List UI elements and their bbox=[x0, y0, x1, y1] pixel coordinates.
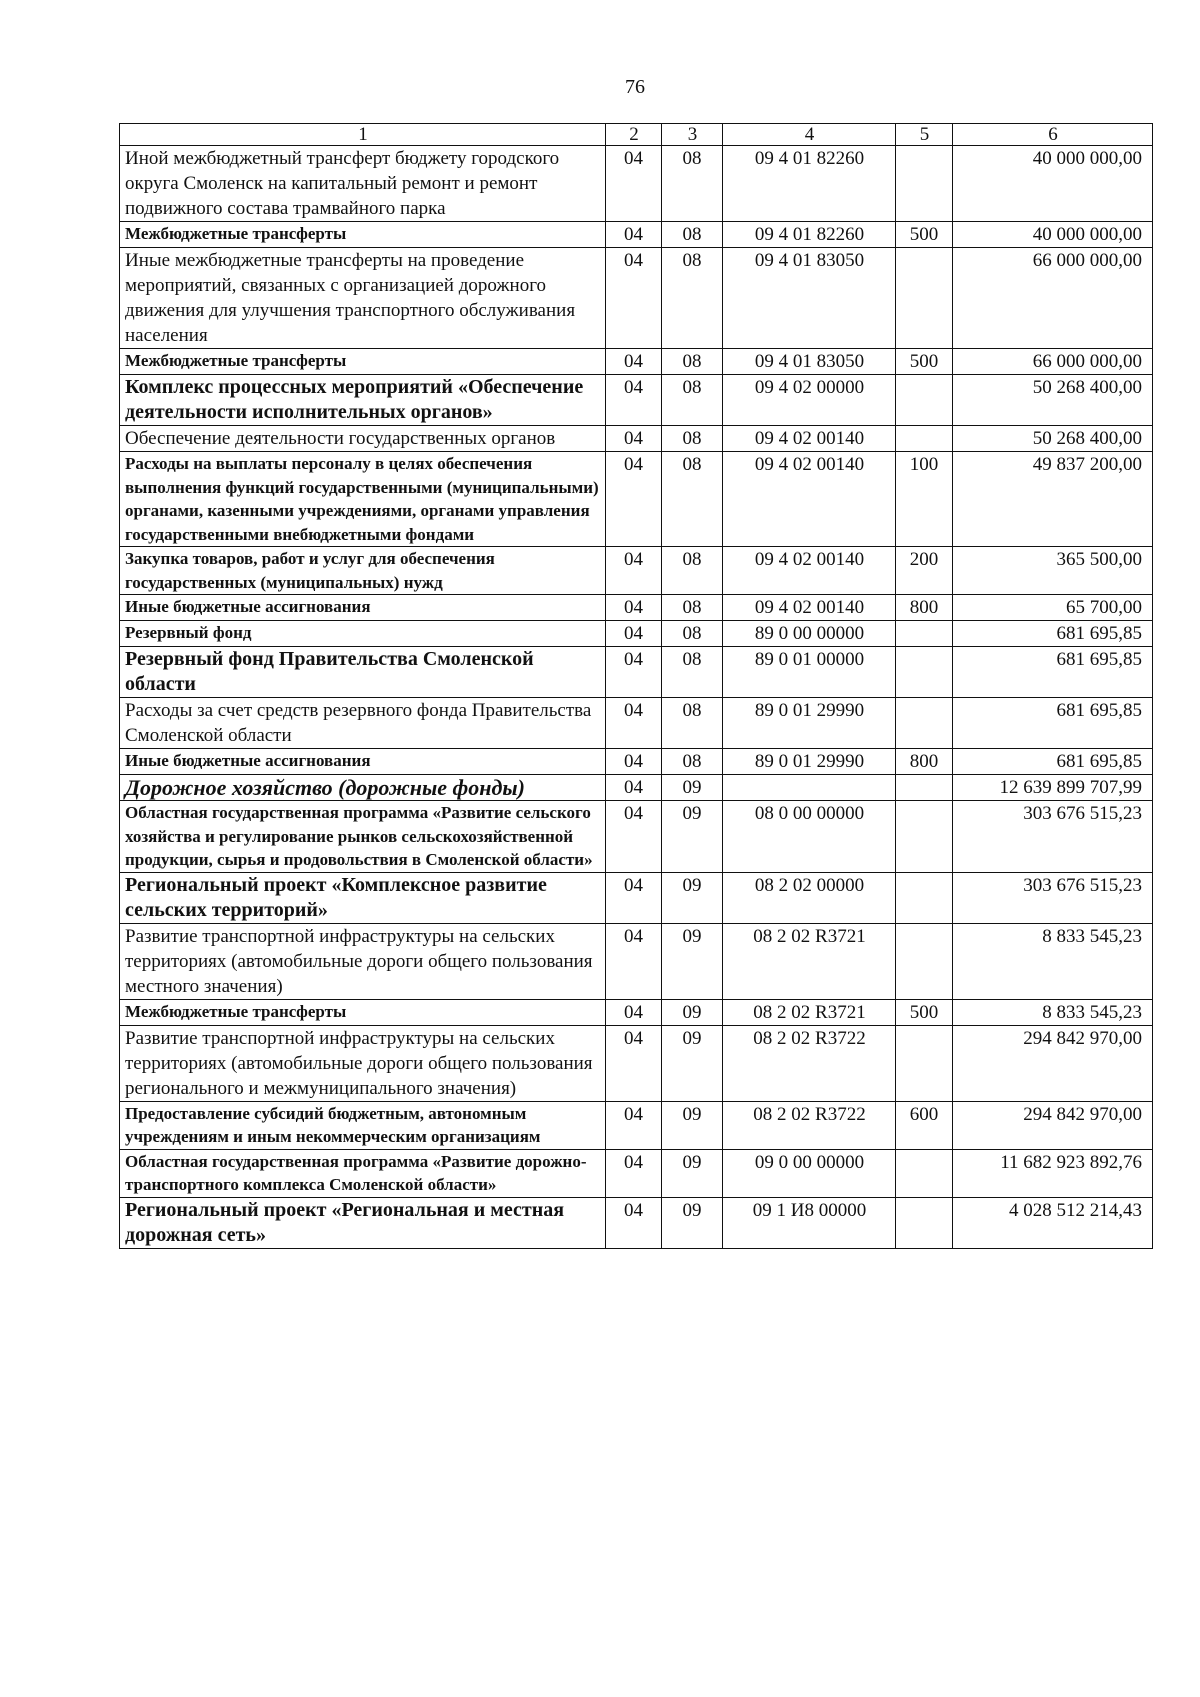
subsection-cell: 09 bbox=[662, 999, 723, 1025]
column-header-1: 1 bbox=[120, 124, 606, 146]
amount-cell: 294 842 970,00 bbox=[953, 1101, 1153, 1149]
section-cell: 04 bbox=[606, 1149, 662, 1197]
amount-cell: 66 000 000,00 bbox=[953, 349, 1153, 375]
target-article-cell: 09 0 00 00000 bbox=[723, 1149, 896, 1197]
expense-type-cell: 500 bbox=[896, 349, 953, 375]
section-cell: 04 bbox=[606, 146, 662, 222]
subsection-cell: 09 bbox=[662, 923, 723, 999]
column-header-2: 2 bbox=[606, 124, 662, 146]
table-row bbox=[120, 1101, 1153, 1149]
amount-cell: 40 000 000,00 bbox=[953, 222, 1153, 248]
target-article-cell: 09 4 02 00140 bbox=[723, 452, 896, 547]
subsection-cell: 08 bbox=[662, 222, 723, 248]
amount-cell: 303 676 515,23 bbox=[953, 872, 1153, 923]
row-name-cell: Областная государственная программа «Развитие сельского хозяйства и регулирование рынков сельскохозяйственной продукции, сырья и продовольствия в Смоленской области» bbox=[120, 801, 606, 873]
target-article-cell: 89 0 01 29990 bbox=[723, 698, 896, 749]
target-article-cell: 09 4 01 83050 bbox=[723, 349, 896, 375]
target-article-cell: 89 0 01 00000 bbox=[723, 647, 896, 698]
target-article-cell: 09 1 И8 00000 bbox=[723, 1197, 896, 1248]
target-article-cell: 09 4 01 83050 bbox=[723, 248, 896, 349]
target-article-cell bbox=[723, 775, 896, 801]
section-cell: 04 bbox=[606, 872, 662, 923]
row-name-cell: Дорожное хозяйство (дорожные фонды) bbox=[120, 775, 606, 801]
row-name-cell: Межбюджетные трансферты bbox=[120, 999, 606, 1025]
table-row bbox=[120, 146, 1153, 222]
amount-cell: 8 833 545,23 bbox=[953, 999, 1153, 1025]
table-row bbox=[120, 775, 1153, 801]
expense-type-cell bbox=[896, 1149, 953, 1197]
row-name-cell: Иные бюджетные ассигнования bbox=[120, 749, 606, 775]
section-cell: 04 bbox=[606, 923, 662, 999]
section-cell: 04 bbox=[606, 647, 662, 698]
subsection-cell: 08 bbox=[662, 749, 723, 775]
table-row bbox=[120, 749, 1153, 775]
row-name-cell: Межбюджетные трансферты bbox=[120, 349, 606, 375]
row-name-cell: Региональный проект «Региональная и местная дорожная сеть» bbox=[120, 1197, 606, 1248]
section-cell: 04 bbox=[606, 452, 662, 547]
expense-type-cell bbox=[896, 426, 953, 452]
subsection-cell: 08 bbox=[662, 621, 723, 647]
expense-type-cell: 500 bbox=[896, 222, 953, 248]
expense-type-cell bbox=[896, 872, 953, 923]
subsection-cell: 08 bbox=[662, 146, 723, 222]
expense-type-cell bbox=[896, 1025, 953, 1101]
table-row bbox=[120, 595, 1153, 621]
expense-type-cell bbox=[896, 775, 953, 801]
amount-cell: 49 837 200,00 bbox=[953, 452, 1153, 547]
table-row bbox=[120, 1197, 1153, 1248]
expense-type-cell bbox=[896, 621, 953, 647]
target-article-cell: 08 2 02 R3722 bbox=[723, 1101, 896, 1149]
column-header-6: 6 bbox=[953, 124, 1153, 146]
table-row bbox=[120, 547, 1153, 595]
table-row bbox=[120, 248, 1153, 349]
target-article-cell: 89 0 01 29990 bbox=[723, 749, 896, 775]
expense-type-cell: 100 bbox=[896, 452, 953, 547]
subsection-cell: 09 bbox=[662, 1197, 723, 1248]
section-cell: 04 bbox=[606, 698, 662, 749]
row-name-cell: Закупка товаров, работ и услуг для обеспечения государственных (муниципальных) нужд bbox=[120, 547, 606, 595]
table-row bbox=[120, 426, 1153, 452]
table-row bbox=[120, 452, 1153, 547]
amount-cell: 681 695,85 bbox=[953, 749, 1153, 775]
subsection-cell: 08 bbox=[662, 248, 723, 349]
expense-type-cell: 800 bbox=[896, 749, 953, 775]
section-cell: 04 bbox=[606, 222, 662, 248]
section-cell: 04 bbox=[606, 621, 662, 647]
section-cell: 04 bbox=[606, 1101, 662, 1149]
expense-type-cell: 800 bbox=[896, 595, 953, 621]
section-cell: 04 bbox=[606, 595, 662, 621]
table-row bbox=[120, 698, 1153, 749]
subsection-cell: 09 bbox=[662, 1101, 723, 1149]
subsection-cell: 08 bbox=[662, 547, 723, 595]
expense-type-cell bbox=[896, 647, 953, 698]
column-header-3: 3 bbox=[662, 124, 723, 146]
row-name-cell: Развитие транспортной инфраструктуры на сельских территориях (автомобильные дороги общего пользования регионального и межмуниципального значения) bbox=[120, 1025, 606, 1101]
table-body bbox=[120, 124, 1153, 1249]
table-row bbox=[120, 1025, 1153, 1101]
row-name-cell: Резервный фонд Правительства Смоленской области bbox=[120, 647, 606, 698]
subsection-cell: 09 bbox=[662, 872, 723, 923]
amount-cell: 50 268 400,00 bbox=[953, 426, 1153, 452]
section-cell: 04 bbox=[606, 248, 662, 349]
expense-type-cell bbox=[896, 1197, 953, 1248]
row-name-cell: Развитие транспортной инфраструктуры на сельских территориях (автомобильные дороги общего пользования местного значения) bbox=[120, 923, 606, 999]
subsection-cell: 09 bbox=[662, 1025, 723, 1101]
amount-cell: 681 695,85 bbox=[953, 647, 1153, 698]
expense-type-cell bbox=[896, 146, 953, 222]
table-row bbox=[120, 1149, 1153, 1197]
row-name-cell: Иные бюджетные ассигнования bbox=[120, 595, 606, 621]
amount-cell: 294 842 970,00 bbox=[953, 1025, 1153, 1101]
amount-cell: 8 833 545,23 bbox=[953, 923, 1153, 999]
row-name-cell: Расходы на выплаты персоналу в целях обеспечения выполнения функций государственными (муниципальными) органами, казенными учреждениями, органами управления государственными внебюджетными фондами bbox=[120, 452, 606, 547]
table-row bbox=[120, 999, 1153, 1025]
section-cell: 04 bbox=[606, 349, 662, 375]
subsection-cell: 08 bbox=[662, 349, 723, 375]
target-article-cell: 09 4 02 00140 bbox=[723, 595, 896, 621]
row-name-cell: Резервный фонд bbox=[120, 621, 606, 647]
expense-type-cell bbox=[896, 248, 953, 349]
budget-table bbox=[119, 123, 1153, 1249]
amount-cell: 11 682 923 892,76 bbox=[953, 1149, 1153, 1197]
section-cell: 04 bbox=[606, 801, 662, 873]
target-article-cell: 09 4 01 82260 bbox=[723, 222, 896, 248]
section-cell: 04 bbox=[606, 999, 662, 1025]
amount-cell: 4 028 512 214,43 bbox=[953, 1197, 1153, 1248]
section-cell: 04 bbox=[606, 547, 662, 595]
section-cell: 04 bbox=[606, 375, 662, 426]
table-row bbox=[120, 222, 1153, 248]
table-header-row bbox=[120, 124, 1153, 146]
row-name-cell: Обеспечение деятельности государственных органов bbox=[120, 426, 606, 452]
table-row bbox=[120, 375, 1153, 426]
column-header-4: 4 bbox=[723, 124, 896, 146]
subsection-cell: 09 bbox=[662, 775, 723, 801]
amount-cell: 681 695,85 bbox=[953, 621, 1153, 647]
expense-type-cell: 200 bbox=[896, 547, 953, 595]
row-name-cell: Иные межбюджетные трансферты на проведение мероприятий, связанных с организацией дорожного движения для улучшения транспортного обслуживания населения bbox=[120, 248, 606, 349]
target-article-cell: 09 4 02 00140 bbox=[723, 426, 896, 452]
subsection-cell: 08 bbox=[662, 698, 723, 749]
row-name-cell: Областная государственная программа «Развитие дорожно-транспортного комплекса Смоленской области» bbox=[120, 1149, 606, 1197]
amount-cell: 50 268 400,00 bbox=[953, 375, 1153, 426]
row-name-cell: Региональный проект «Комплексное развитие сельских территорий» bbox=[120, 872, 606, 923]
amount-cell: 65 700,00 bbox=[953, 595, 1153, 621]
column-header-5: 5 bbox=[896, 124, 953, 146]
target-article-cell: 89 0 00 00000 bbox=[723, 621, 896, 647]
table-row bbox=[120, 872, 1153, 923]
expense-type-cell bbox=[896, 801, 953, 873]
row-name-cell: Межбюджетные трансферты bbox=[120, 222, 606, 248]
section-cell: 04 bbox=[606, 426, 662, 452]
target-article-cell: 08 0 00 00000 bbox=[723, 801, 896, 873]
section-cell: 04 bbox=[606, 775, 662, 801]
expense-type-cell bbox=[896, 698, 953, 749]
table-row bbox=[120, 923, 1153, 999]
expense-type-cell: 600 bbox=[896, 1101, 953, 1149]
amount-cell: 40 000 000,00 bbox=[953, 146, 1153, 222]
target-article-cell: 09 4 02 00000 bbox=[723, 375, 896, 426]
subsection-cell: 08 bbox=[662, 452, 723, 547]
amount-cell: 12 639 899 707,99 bbox=[953, 775, 1153, 801]
expense-type-cell: 500 bbox=[896, 999, 953, 1025]
target-article-cell: 08 2 02 R3721 bbox=[723, 923, 896, 999]
row-name-cell: Расходы за счет средств резервного фонда Правительства Смоленской области bbox=[120, 698, 606, 749]
subsection-cell: 08 bbox=[662, 647, 723, 698]
row-name-cell: Иной межбюджетный трансферт бюджету городского округа Смоленск на капитальный ремонт и ремонт подвижного состава трамвайного парка bbox=[120, 146, 606, 222]
table-row bbox=[120, 349, 1153, 375]
amount-cell: 66 000 000,00 bbox=[953, 248, 1153, 349]
target-article-cell: 09 4 01 82260 bbox=[723, 146, 896, 222]
target-article-cell: 08 2 02 00000 bbox=[723, 872, 896, 923]
subsection-cell: 09 bbox=[662, 801, 723, 873]
table-row bbox=[120, 647, 1153, 698]
target-article-cell: 08 2 02 R3722 bbox=[723, 1025, 896, 1101]
amount-cell: 303 676 515,23 bbox=[953, 801, 1153, 873]
target-article-cell: 08 2 02 R3721 bbox=[723, 999, 896, 1025]
amount-cell: 365 500,00 bbox=[953, 547, 1153, 595]
section-cell: 04 bbox=[606, 749, 662, 775]
subsection-cell: 08 bbox=[662, 375, 723, 426]
page-number: 76 bbox=[625, 76, 645, 98]
subsection-cell: 08 bbox=[662, 595, 723, 621]
target-article-cell: 09 4 02 00140 bbox=[723, 547, 896, 595]
amount-cell: 681 695,85 bbox=[953, 698, 1153, 749]
row-name-cell: Комплекс процессных мероприятий «Обеспечение деятельности исполнительных органов» bbox=[120, 375, 606, 426]
row-name-cell: Предоставление субсидий бюджетным, автономным учреждениям и иным некоммерческим организациям bbox=[120, 1101, 606, 1149]
subsection-cell: 09 bbox=[662, 1149, 723, 1197]
table-row bbox=[120, 621, 1153, 647]
expense-type-cell bbox=[896, 923, 953, 999]
subsection-cell: 08 bbox=[662, 426, 723, 452]
table-row bbox=[120, 801, 1153, 873]
expense-type-cell bbox=[896, 375, 953, 426]
section-cell: 04 bbox=[606, 1197, 662, 1248]
section-cell: 04 bbox=[606, 1025, 662, 1101]
